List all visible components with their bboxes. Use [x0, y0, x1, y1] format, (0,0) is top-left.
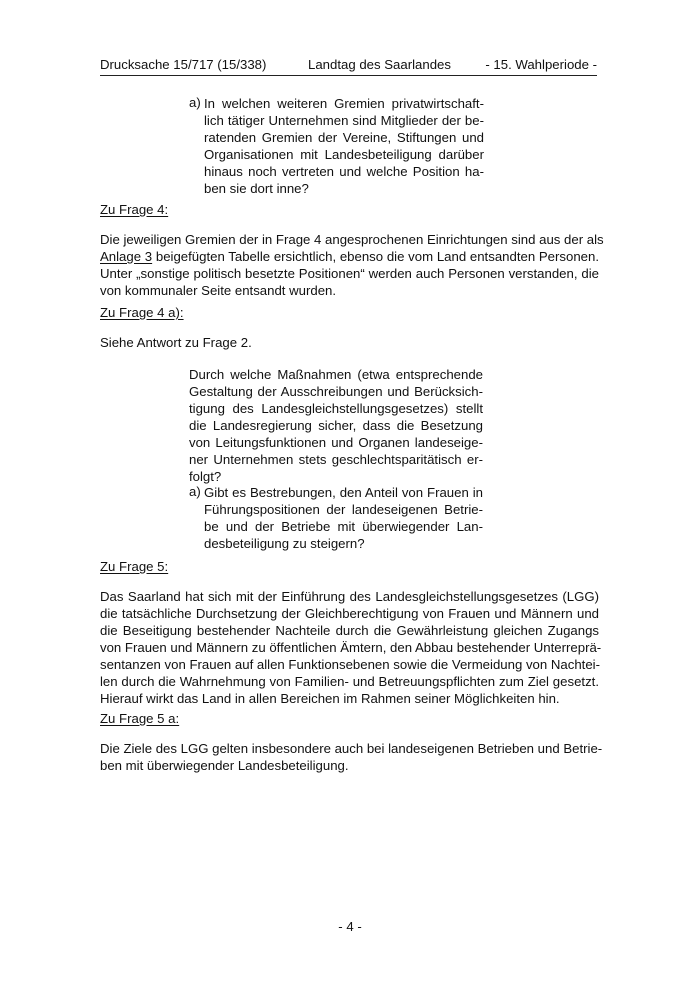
question-5a-line: Führungspositionen der landeseigenen Betrie- — [204, 502, 483, 517]
answer-4-line: Unter „sonstige politisch besetzte Positionen“ werden auch Personen verstanden, die — [100, 266, 599, 281]
legislative-period: - 15. Wahlperiode - — [485, 57, 597, 72]
answer-5-line: len durch die Wahrnehmung von Familien- und Betreuungspflichten zum Ziel gesetzt. — [100, 674, 599, 689]
document-number: Drucksache 15/717 (15/338) — [100, 57, 267, 72]
question-3a-line: lich tätiger Unternehmen sind Mitglieder der be- — [204, 113, 484, 128]
annex-3-link[interactable]: Anlage 3 — [100, 249, 153, 264]
question-3a-line: Organisationen mit Landesbeteiligung darüber — [204, 147, 484, 162]
question-3a-line: ben sie dort inne? — [204, 181, 309, 196]
answer-4-line: von kommunaler Seite entsandt wurden. — [100, 283, 337, 298]
question-5a-label: a) — [189, 484, 201, 499]
answer-5-text — [100, 588, 602, 707]
answer-4-line-rest: beigefügten Tabelle ersichtlich, ebenso die vom Land entsandten Personen. — [152, 249, 600, 264]
answer-5a-line: ben mit überwiegender Landesbeteiligung. — [100, 758, 349, 773]
question-5-line: die Landesregierung sicher, dass die Besetzung — [189, 418, 483, 433]
question-5a-line: desbeteiligung zu steigern? — [204, 536, 365, 551]
question-3a-text — [204, 95, 484, 197]
question-3a-line: ratenden Gremien der Vereine, Stiftungen und — [204, 130, 484, 145]
question-5-line: tigung des Landesgleichstellungsgesetzes) stellt — [189, 401, 483, 416]
question-3a-label: a) — [189, 95, 201, 110]
question-5-line: folgt? — [189, 469, 222, 484]
institution-name: Landtag des Saarlandes — [308, 57, 451, 72]
answer-5a-text — [100, 740, 603, 774]
answer-4a-text: Siehe Antwort zu Frage 2. — [100, 335, 252, 350]
question-3a-line: hinaus noch vertreten und welche Position ha- — [204, 164, 484, 179]
answer-4-line: Die jeweiligen Gremien der in Frage 4 angesprochenen Einrichtungen sind aus der als — [100, 232, 604, 247]
answer-4a-heading: Zu Frage 4 a): — [100, 305, 184, 320]
answer-5a-heading: Zu Frage 5 a: — [100, 711, 180, 726]
page-header — [100, 55, 597, 76]
answer-5-line: die Beseitigung bestehender Nachteile durch die Gewährleistung gleichen Zugangs — [100, 623, 599, 638]
answer-5-line: von Frauen und Männern zu öffentlichen Ämtern, den Abbau bestehender Unterreprä- — [100, 640, 602, 655]
answer-5-line: sentanzen von Frauen auf allen Funktionsebenen sowie die Vermeidung von Nachtei- — [100, 657, 600, 672]
question-5-line: Gestaltung der Ausschreibungen und Berücksich- — [189, 384, 483, 399]
answer-4-line — [100, 248, 599, 265]
page-number: - 4 - — [338, 919, 362, 934]
answer-5-line: Das Saarland hat sich mit der Einführung des Landesgleichstellungsgesetzes (LGG) — [100, 589, 599, 604]
question-5a-text — [204, 484, 483, 552]
answer-5-line: Hierauf wirkt das Land in allen Bereichen im Rahmen seiner Möglichkeiten hin. — [100, 691, 560, 706]
answer-5-line: die tatsächliche Durchsetzung der Gleichberechtigung von Frauen und Männern und — [100, 606, 599, 621]
answer-4-text — [100, 231, 604, 299]
question-5-line: von Leitungsfunktionen und Organen landeseige- — [189, 435, 483, 450]
question-5-line: ner Unternehmen stets geschlechtsparitätisch er- — [189, 452, 483, 467]
question-5a-line: be und der Betriebe mit überwiegender Lan- — [204, 519, 483, 534]
answer-5a-line: Die Ziele des LGG gelten insbesondere auch bei landeseigenen Betrieben und Betrie- — [100, 741, 603, 756]
question-5-text — [189, 366, 483, 485]
question-5-line: Durch welche Maßnahmen (etwa entsprechende — [189, 367, 483, 382]
question-5a-line: Gibt es Bestrebungen, den Anteil von Frauen in — [204, 485, 483, 500]
question-3a-line: In welchen weiteren Gremien privatwirtschaft- — [204, 96, 484, 111]
answer-4-heading: Zu Frage 4: — [100, 202, 169, 217]
answer-5-heading: Zu Frage 5: — [100, 559, 169, 574]
